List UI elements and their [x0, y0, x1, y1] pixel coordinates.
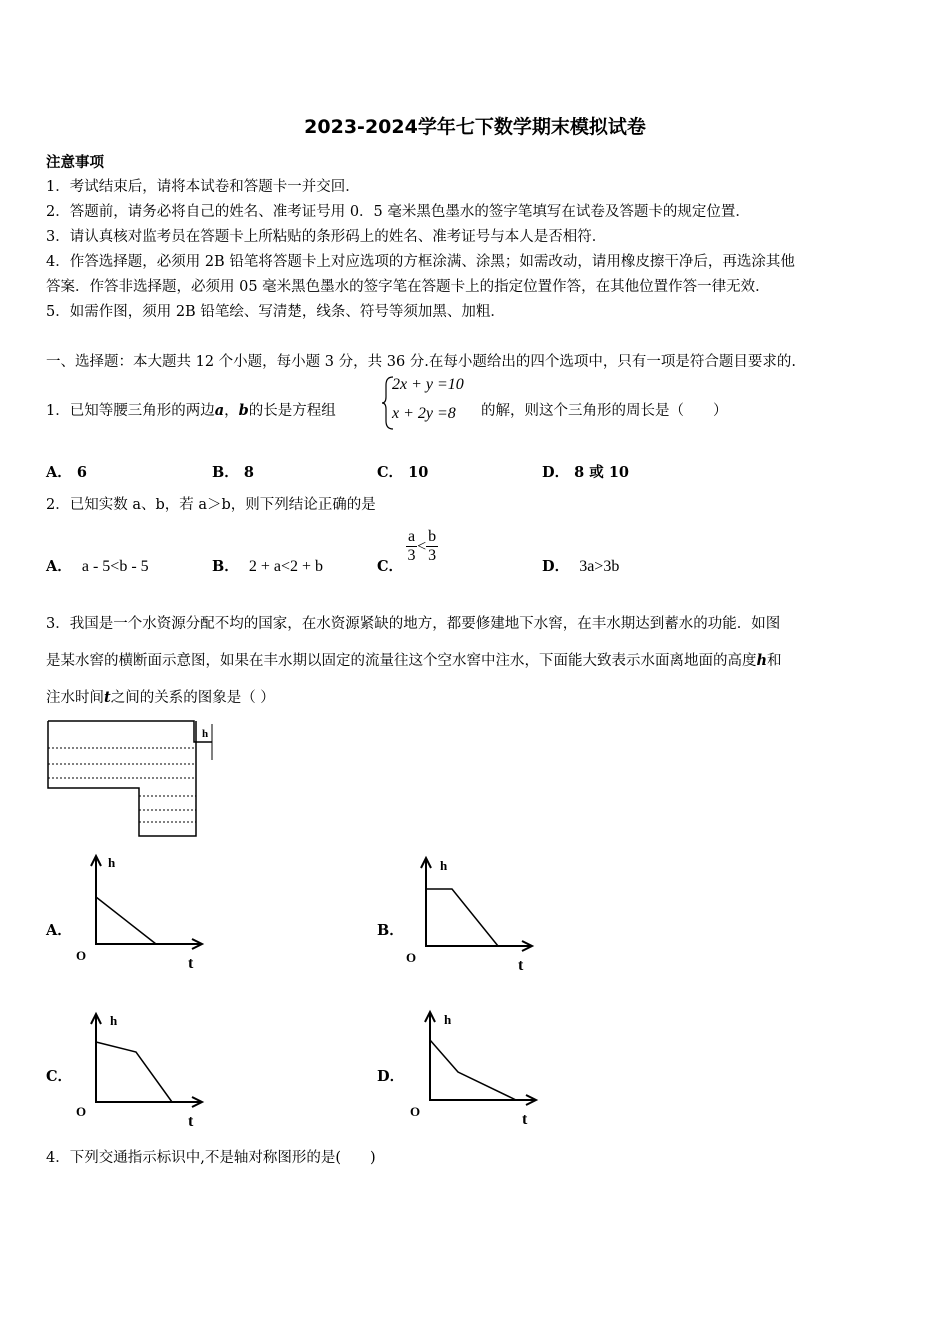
notice-item-3: 3．请认真核对监考员在答题卡上所粘贴的条形码上的姓名、准考证号与本人是否相符．	[46, 229, 607, 245]
q3-option-b-label[interactable]: B．	[377, 922, 404, 939]
q2-option-d[interactable]: D． 3a>3b	[542, 558, 620, 575]
notice-heading: 注意事项	[46, 154, 104, 171]
q3-option-d-label[interactable]: D．	[377, 1068, 405, 1085]
q1-sep: ，	[224, 403, 239, 419]
svg-text:t: t	[188, 1113, 194, 1130]
svg-text:h: h	[440, 858, 448, 873]
notice-item-1: 1．考试结束后，请将本试卷和答题卡一并交回．	[46, 179, 360, 195]
q1-text-after: 的解，则这个三角形的周长是（ ）	[481, 403, 728, 419]
svg-text:h: h	[110, 1013, 118, 1028]
svg-text:O: O	[406, 950, 417, 965]
question-4-stem: 4．下列交通指示标识中,不是轴对称图形的是( )	[46, 1150, 376, 1166]
svg-text:O: O	[76, 1104, 87, 1119]
q1-option-d[interactable]: D． 8 或 10	[542, 464, 630, 481]
question-1-stem	[46, 401, 336, 421]
question-2-stem: 2．已知实数 a、b，若 a＞b，则下列结论正确的是	[46, 497, 376, 513]
question-3-line-1: 3．我国是一个水资源分配不均的国家，在水资源紧缺的地方，都要修建地下水窖，在丰水期达到蓄水的功能．如图	[46, 616, 781, 632]
q1-option-a[interactable]: A． 6	[46, 464, 87, 481]
q3-option-a-graph[interactable]	[72, 850, 212, 975]
svg-text:h: h	[444, 1012, 452, 1027]
fraction-a-over-3: $\frac{a}{3}$	[407, 528, 416, 564]
svg-text:O: O	[410, 1104, 421, 1119]
svg-text:h: h	[108, 855, 116, 870]
q3-option-d-graph[interactable]	[406, 1006, 546, 1131]
less-than: <	[417, 537, 427, 555]
svg-text:t: t	[522, 1111, 528, 1128]
notice-item-4: 4．作答选择题，必须用 2B 铅笔将答题卡上对应选项的方框涂满、涂黑；如需改动，请用橡皮擦干净后，再选涂其他	[46, 254, 795, 270]
diagram-h-label: h	[202, 728, 209, 740]
notice-item-5: 5．如需作图，须用 2B 铅笔绘、写清楚，线条、符号等须加黑、加粗．	[46, 304, 505, 320]
q2-option-c-value[interactable]	[406, 528, 438, 565]
q1-option-c[interactable]: C． 10	[377, 464, 429, 481]
q1-var-b: b	[238, 402, 249, 419]
q3-option-c-graph[interactable]	[72, 1008, 212, 1133]
q3-option-c-label[interactable]: C．	[46, 1068, 73, 1085]
section-heading: 一、选择题：本大题共 12 个小题，每小题 3 分，共 36 分.在每小题给出的四个选项中，只有一项是符合题目要求的.	[46, 354, 796, 370]
notice-item-4-cont: 答案．作答非选择题，必须用 05 毫米黑色墨水的签字笔在答题卡上的指定位置作答，在其他位置作答一律无效．	[46, 279, 770, 295]
svg-text:t: t	[518, 957, 524, 974]
q1-var-a: a	[214, 402, 225, 419]
q1-option-b[interactable]: B． 8	[212, 464, 254, 481]
svg-text:t: t	[188, 955, 194, 972]
question-3-line-2: 是某水窖的横断面示意图，如果在丰水期以固定的流量往这个空水窖中注水，下面能大致表示水面离地面的高度h和	[46, 652, 782, 669]
cistern-cross-section-diagram	[44, 718, 216, 840]
q1-equation-2: x + 2y =8	[392, 405, 456, 422]
question-3-line-3: 注水时间t之间的关系的图象是（ ）	[46, 689, 275, 706]
q1-text-before: 1．已知等腰三角形的两边	[46, 403, 215, 419]
page-title: 2023-2024学年七下数学期末模拟试卷	[304, 116, 646, 138]
svg-text:O: O	[76, 948, 87, 963]
q2-option-b[interactable]: B． 2 + a<2 + b	[212, 558, 324, 575]
fraction-b-over-3: $\frac{b}{3}$	[428, 528, 437, 564]
q2-option-c-label[interactable]: C．	[377, 558, 404, 575]
q3-option-b-graph[interactable]	[402, 852, 542, 977]
q2-option-a[interactable]: A． a - 5<b - 5	[46, 558, 149, 575]
q1-text-mid: 的长是方程组	[248, 403, 336, 419]
q3-option-a-label[interactable]: A．	[46, 922, 72, 939]
notice-item-2: 2．答题前，请务必将自己的姓名、准考证号用 0．5 毫米黑色墨水的签字笔填写在试卷及答题卡的规定位置．	[46, 204, 750, 220]
q1-equation-1: 2x + y =10	[392, 376, 464, 393]
